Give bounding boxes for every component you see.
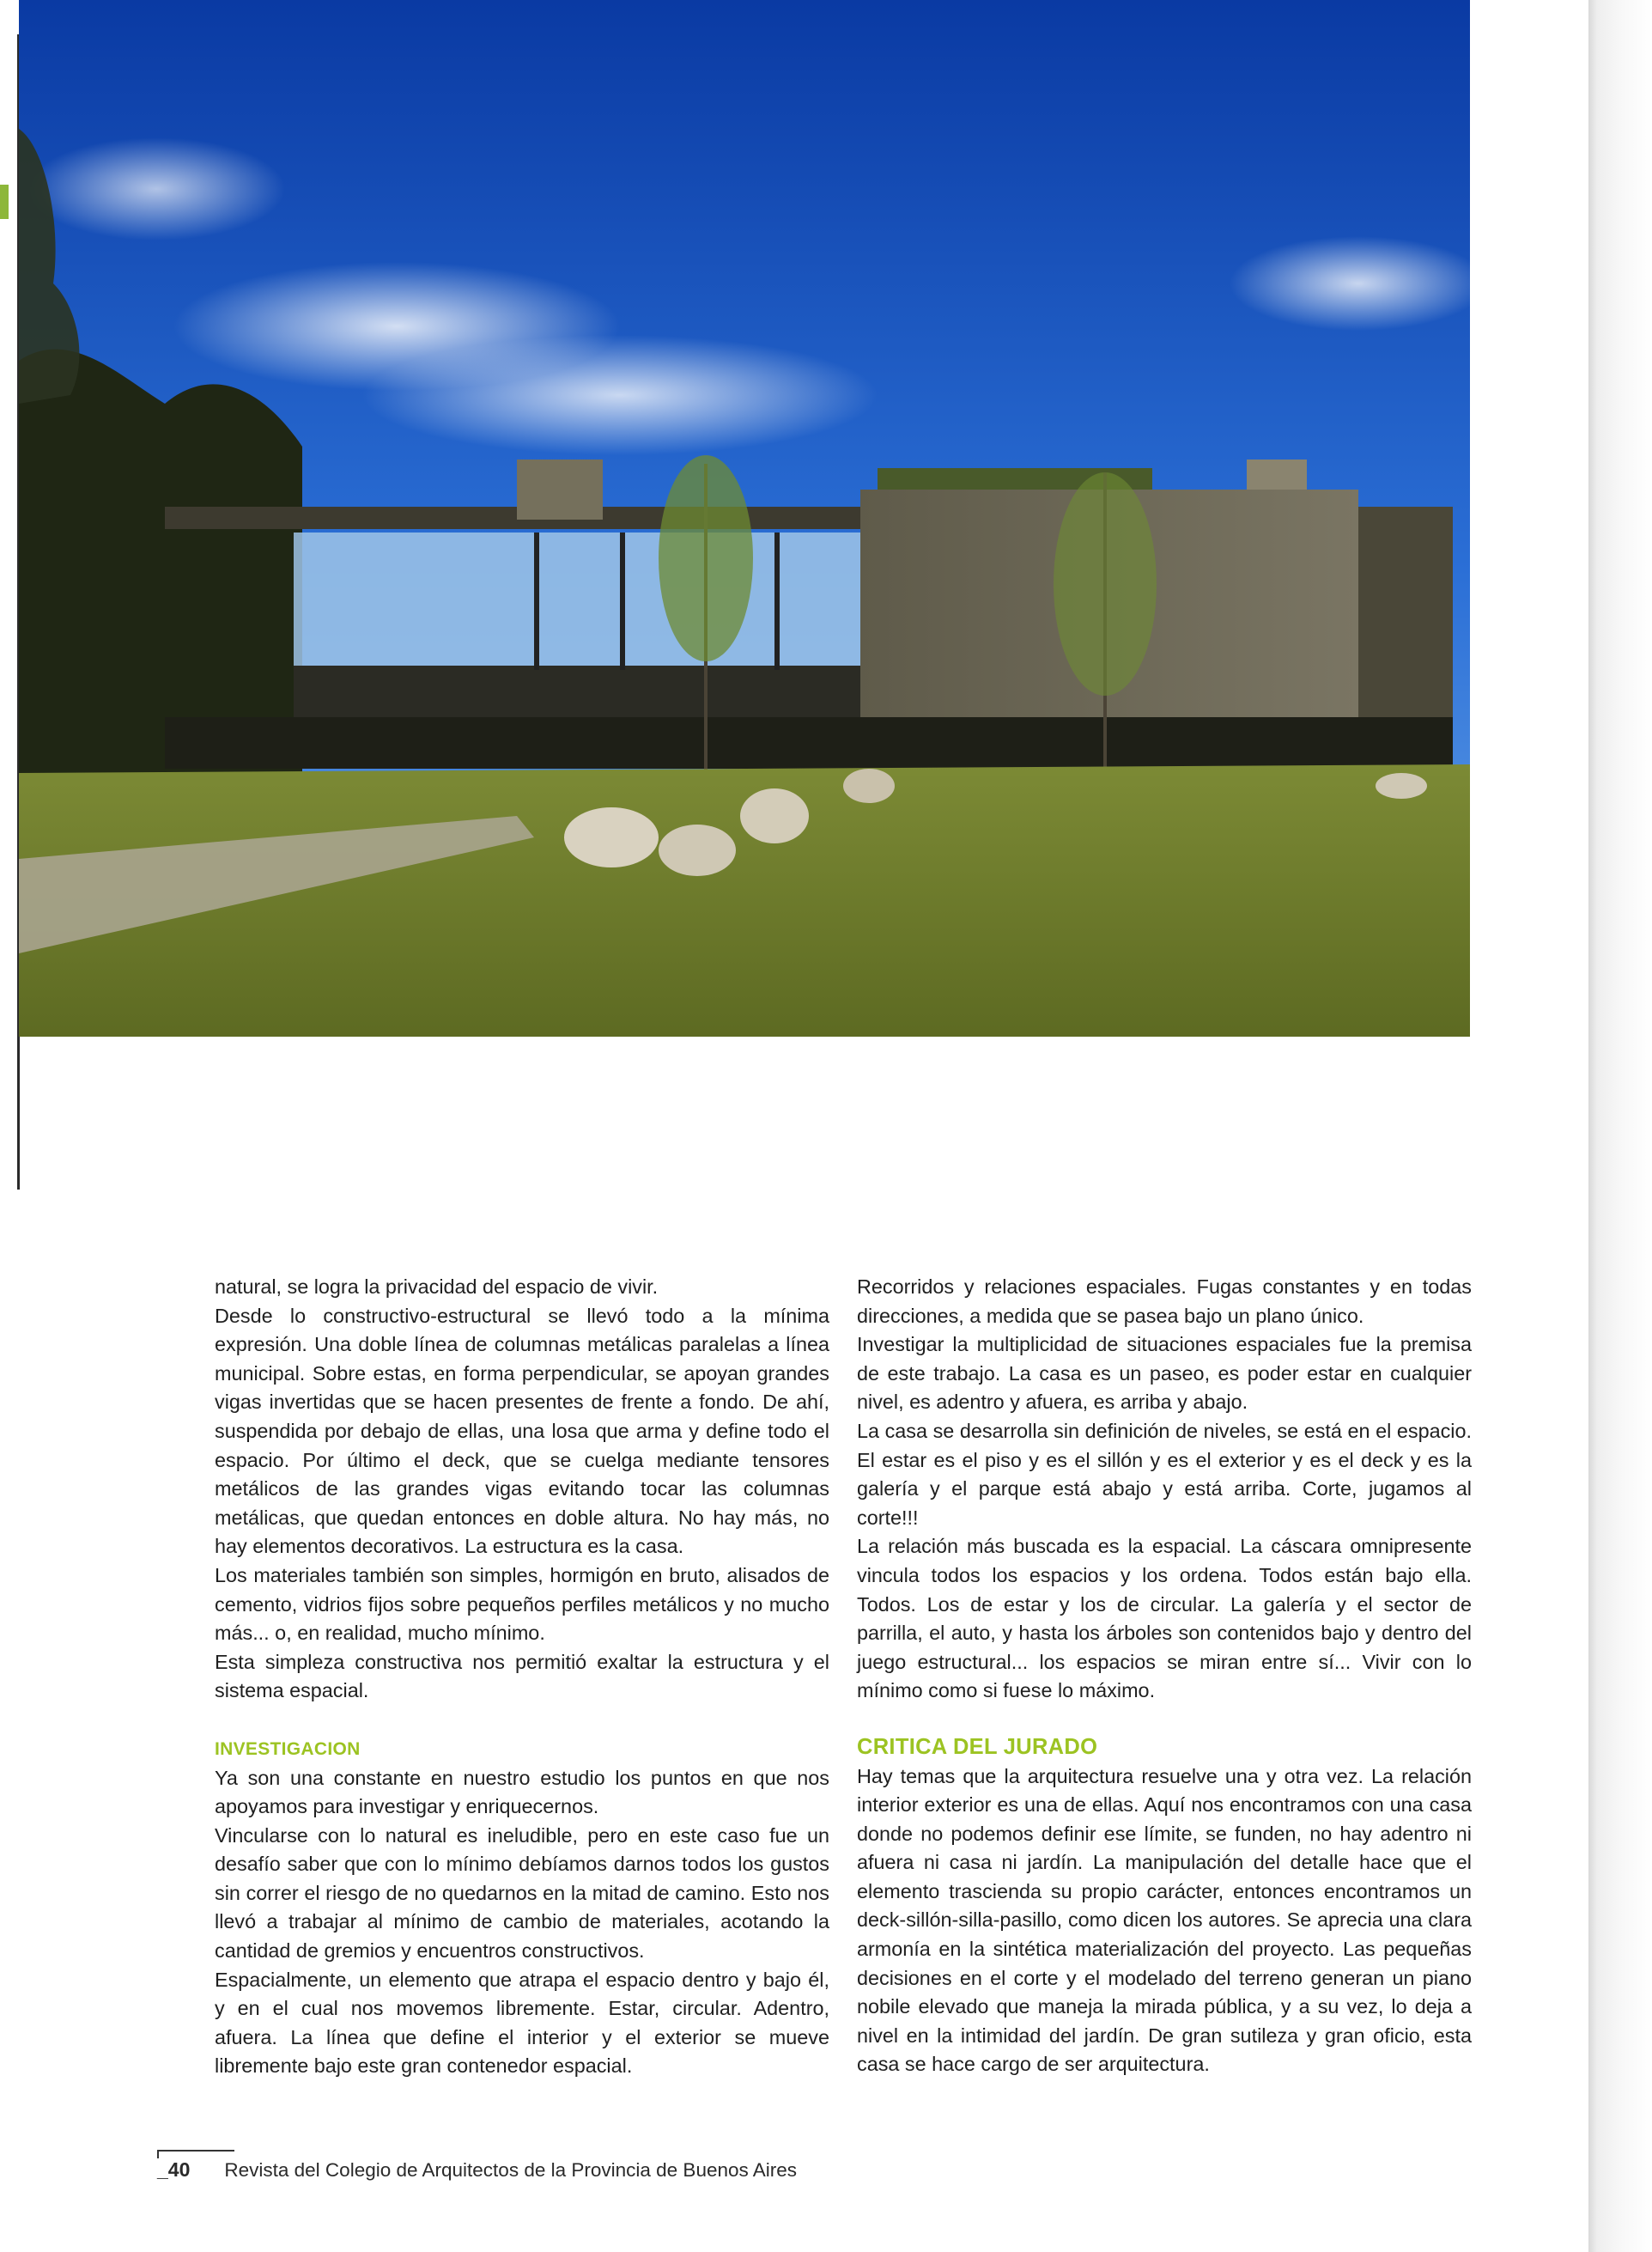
body-paragraph: La relación más buscada es la espacial. La cáscara omnipresente vincula todos los espacios y los ordena. Todos están bajo ella. Todos. Los de estar y los de circular. La galería y el sector de parrilla, el auto, y hasta los árboles son contenidos bajo y dentro del juego estructural... los espacios se miran entre sí... Vivir con lo mínimo como si fuese lo máximo. (857, 1535, 1472, 1702)
rock (740, 788, 809, 843)
body-paragraph: Hay temas que la arquitectura resuelve una y otra vez. La relación interior exterior es una de ellas. Aquí nos encontramos con una casa donde no podemos definir ese límite, se funden, no hay adentro ni afuera ni casa ni jardín. La manipulación del detalle hace que el elemento trascienda su propio carácter, entonces encontramos un deck-sillón-silla-pasillo, como dicen los autores. Se aprecia una clara armonía en la sintética materialización del proyecto. Las pequeñas decisiones en el corte y el modelado del terreno generan un piano nobile elevado que maneja la mirada pública, y a su vez, lo deja a nivel en la intimidad del jardín. De gran sutileza y gran oficio, esta casa se hace cargo de ser arquitectura. (857, 1764, 1472, 2076)
page-footer (157, 2147, 797, 2182)
body-paragraph: Ya son una constante en nuestro estudio los puntos en que nos apoyamos para investigar y enriquecernos. (215, 1766, 829, 1818)
rock (564, 807, 659, 867)
rock (1376, 773, 1427, 799)
column (774, 533, 780, 670)
body-paragraph: natural, se logra la privacidad del espacio de vivir. (215, 1275, 659, 1298)
left-text-column (215, 1273, 829, 2081)
young-tree (1054, 472, 1157, 696)
column (620, 533, 625, 670)
page-number: _40 (157, 2150, 190, 2182)
body-paragraph: La casa se desarrolla sin definición de niveles, se está en el espacio. El estar es el piso y es el sillón y es el exterior y es el deck y es la galería y el parque está abajo y está arriba. Corte, jugamos al corte!!! (857, 1419, 1472, 1529)
publication-name: Revista del Colegio de Arquitectos de la Provincia de Buenos Aires (224, 2159, 798, 2181)
body-paragraph: Esta simpleza constructiva nos permitió exaltar la estructura y el sistema espacial. (215, 1650, 829, 1702)
section-color-tab (0, 185, 9, 219)
body-paragraph: Investigar la multiplicidad de situaciones espaciales fue la premisa de este trabajo. La casa es un paseo, es poder estar en cualquier nivel, es adentro y afuera, es arriba y abajo. (857, 1333, 1472, 1414)
glass-wall (294, 533, 878, 666)
roof-beam (517, 460, 603, 520)
house-plinth (165, 717, 1453, 769)
cloud (27, 137, 285, 240)
body-paragraph: Los materiales también son simples, hormigón en bruto, alisados de cemento, vidrios fijos sobre pequeños perfiles metálicos y no mucho más... o, en realidad, mucho mínimo. (215, 1563, 829, 1645)
right-text-column (857, 1273, 1472, 2079)
young-tree (659, 455, 753, 661)
body-paragraph: Vincularse con lo natural es ineludible, pero en este caso fue un desafío saber que con lo mínimo debíamos darnos todos los gustos sin correr el riesgo de no quedarnos en la mitad de camino. Esto nos llevó a trabajar al mínimo de cambio de materiales, acotando la cantidad de gremios y encuentros constructivos. (215, 1823, 829, 1963)
adjacent-page-edge (1588, 0, 1652, 2252)
body-paragraph: Espacialmente, un elemento que atrapa el espacio dentro y bajo él, y en el cual nos movemos libremente. Estar, circular. Adentro, afuera. La línea que define el interior y el exterior se mueve libremente bajo este gran contenedor espacial. (215, 1968, 829, 2078)
house-photograph (19, 0, 1470, 1037)
rock (659, 825, 736, 876)
column (534, 533, 539, 670)
section-heading-critica-del-jurado: CRITICA DEL JURADO (857, 1734, 1098, 1759)
body-paragraph: Recorridos y relaciones espaciales. Fugas constantes y en todas direcciones, a medida que se pasea bajo un plano único. (857, 1275, 1472, 1327)
deck-shadow (294, 666, 878, 717)
body-paragraph: Desde lo constructivo-estructural se llevó todo a la mínima expresión. Una doble línea de columnas metálicas paralelas a línea municipal. Sobre estas, en forma perpendicular, se apoyan grandes vigas invertidas que se hacen presentes de frente a fondo. De ahí, suspendida por debajo de ellas, una losa que arma y define todo el espacio. Por último el deck, que se cuelga mediante tensores metálicos de las grandes vigas evitando tocar las columnas metálicas, que quedan entonces en doble altura. No hay más, no hay elementos decorativos. La estructura es la casa. (215, 1304, 829, 1558)
rock (843, 769, 895, 803)
cloud (362, 335, 878, 455)
section-heading-investigacion: INVESTIGACION (215, 1738, 361, 1759)
